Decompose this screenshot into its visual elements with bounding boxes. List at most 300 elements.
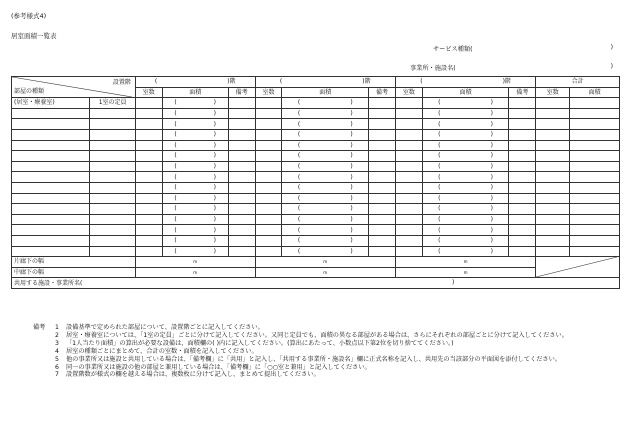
per-person-paren: ( ) — [438, 226, 493, 234]
area-cell[interactable] — [422, 108, 509, 119]
per-person-paren: ( ) — [438, 216, 493, 224]
remarks-cell[interactable] — [228, 235, 255, 246]
corner-header — [12, 77, 136, 98]
per-person-paren: ( ) — [297, 131, 353, 139]
total-rooms-cell[interactable] — [536, 172, 570, 183]
remarks-cell[interactable] — [228, 193, 255, 204]
per-person-paren: ( ) — [297, 205, 353, 213]
remarks-cell[interactable] — [369, 161, 396, 172]
total-diagonal — [536, 257, 617, 277]
per-person-paren: ( ) — [438, 194, 493, 202]
total-area-cell[interactable] — [570, 225, 620, 236]
table-row — [12, 98, 620, 109]
corridor-width-cell[interactable] — [135, 257, 255, 268]
rooms-cell[interactable] — [255, 182, 282, 193]
rooms-cell[interactable] — [255, 129, 282, 140]
capacity-cell — [90, 225, 135, 236]
rooms-cell[interactable] — [255, 151, 282, 162]
per-person-paren: ( ) — [438, 141, 493, 149]
per-person-paren: ( ) — [297, 247, 353, 255]
remarks-cell[interactable] — [509, 214, 536, 225]
total-rooms-cell[interactable] — [536, 140, 570, 151]
per-person-paren: ( ) — [297, 152, 353, 160]
shared-facility-close: ) — [452, 279, 455, 287]
capacity-cell — [90, 246, 135, 257]
per-person-paren: ( ) — [438, 110, 493, 118]
f1-remarks-col: 備考 — [228, 87, 255, 98]
total-rooms-cell[interactable] — [536, 235, 570, 246]
remarks-cell[interactable] — [509, 108, 536, 119]
area-cell[interactable] — [162, 98, 228, 109]
total-area-cell[interactable] — [570, 108, 620, 119]
remarks-cell[interactable] — [228, 119, 255, 130]
remarks-cell[interactable] — [228, 140, 255, 151]
total-area-col: 面積 — [570, 87, 620, 98]
remarks-cell[interactable] — [509, 172, 536, 183]
total-area-cell[interactable] — [570, 235, 620, 246]
per-person-paren: ( ) — [174, 237, 216, 245]
per-person-paren: ( ) — [174, 163, 216, 171]
remarks-cell[interactable] — [509, 140, 536, 151]
table-row — [12, 129, 620, 140]
remarks-cell[interactable] — [369, 151, 396, 162]
rooms-cell[interactable] — [135, 214, 162, 225]
area-cell[interactable] — [422, 204, 509, 215]
rooms-cell[interactable] — [255, 172, 282, 183]
note-item: 5 他の事業所又は施設と共用している場合は、「備考欄」に「共用」と記入し、「共用する事業所・施設名」欄に正式名称を記入し、共用先の当該部分の平面図を添付してください。 — [55, 355, 561, 363]
total-area-cell[interactable] — [570, 172, 620, 183]
rooms-cell[interactable] — [135, 129, 162, 140]
rooms-cell[interactable] — [135, 151, 162, 162]
per-person-paren: ( ) — [438, 120, 493, 128]
rooms-cell[interactable] — [255, 204, 282, 215]
per-person-paren: ( ) — [174, 184, 216, 192]
per-person-paren: ( ) — [174, 194, 216, 202]
rooms-cell[interactable] — [255, 225, 282, 236]
room-kind-cell — [12, 119, 90, 130]
area-cell[interactable] — [162, 151, 228, 162]
area-cell[interactable] — [162, 108, 228, 119]
f3-remarks-col: 備考 — [509, 87, 536, 98]
rooms-cell[interactable] — [135, 172, 162, 183]
rooms-cell[interactable] — [135, 225, 162, 236]
remarks-cell[interactable] — [509, 119, 536, 130]
remarks-cell[interactable] — [509, 98, 536, 109]
per-person-paren: ( ) — [438, 152, 493, 160]
total-rooms-cell[interactable] — [536, 246, 570, 257]
remarks-cell[interactable] — [228, 182, 255, 193]
per-person-paren: ( ) — [174, 110, 216, 118]
rooms-cell[interactable] — [255, 161, 282, 172]
area-cell[interactable] — [422, 246, 509, 257]
remarks-cell[interactable] — [369, 235, 396, 246]
rooms-cell[interactable] — [395, 235, 422, 246]
area-cell[interactable] — [282, 140, 369, 151]
service-type-label: サービス種類( — [433, 46, 473, 53]
area-cell[interactable] — [162, 246, 228, 257]
total-area-cell[interactable] — [570, 204, 620, 215]
total-rooms-cell[interactable] — [536, 161, 570, 172]
remarks-cell[interactable] — [509, 246, 536, 257]
remarks-cell[interactable] — [228, 98, 255, 109]
area-cell[interactable] — [282, 151, 369, 162]
capacity-cell: 1室の定員 — [90, 98, 135, 109]
rooms-cell[interactable] — [395, 98, 422, 109]
per-person-paren: ( ) — [174, 131, 216, 139]
rooms-cell[interactable] — [255, 140, 282, 151]
total-area-cell[interactable] — [570, 246, 620, 257]
total-rooms-cell[interactable] — [536, 151, 570, 162]
rooms-cell[interactable] — [395, 214, 422, 225]
per-person-paren: ( ) — [438, 163, 493, 171]
total-area-cell[interactable] — [570, 193, 620, 204]
area-cell[interactable] — [282, 98, 369, 109]
rooms-cell[interactable] — [395, 119, 422, 130]
remarks-cell[interactable] — [369, 225, 396, 236]
capacity-cell — [90, 204, 135, 215]
rooms-cell[interactable] — [135, 182, 162, 193]
table-row — [12, 225, 620, 236]
notes-section — [33, 324, 623, 379]
remarks-cell[interactable] — [228, 214, 255, 225]
area-cell[interactable] — [162, 225, 228, 236]
total-header: 合計 — [536, 77, 620, 88]
per-person-paren: ( ) — [297, 194, 353, 202]
area-cell[interactable] — [282, 214, 369, 225]
rooms-cell[interactable] — [395, 161, 422, 172]
total-rooms-cell[interactable] — [536, 98, 570, 109]
total-area-cell[interactable] — [570, 182, 620, 193]
room-kind-cell — [12, 204, 90, 215]
corridor-row — [12, 257, 620, 268]
remarks-cell[interactable] — [509, 193, 536, 204]
room-type-label: 部屋の種類 — [14, 88, 45, 96]
remarks-cell[interactable] — [228, 225, 255, 236]
per-person-paren: ( ) — [174, 152, 216, 160]
area-cell[interactable] — [282, 225, 369, 236]
area-cell[interactable] — [422, 225, 509, 236]
f1-area-col: 面積 — [162, 87, 228, 98]
area-cell[interactable] — [422, 129, 509, 140]
capacity-cell — [90, 172, 135, 183]
room-kind-cell — [12, 161, 90, 172]
corridor-width-cell[interactable] — [395, 257, 535, 268]
rooms-cell[interactable] — [395, 172, 422, 183]
table-row — [12, 151, 620, 162]
f1-rooms-col: 室数 — [135, 87, 162, 98]
remarks-cell[interactable] — [369, 246, 396, 257]
capacity-cell — [90, 235, 135, 246]
meter-unit: m — [323, 259, 328, 265]
per-person-paren: ( ) — [438, 237, 493, 245]
per-person-paren: ( ) — [174, 247, 216, 255]
table-row — [12, 235, 620, 246]
rooms-cell[interactable] — [395, 193, 422, 204]
rooms-cell[interactable] — [135, 98, 162, 109]
corridor-row — [12, 267, 620, 278]
note-item: 7 設置階数が様式の欄を越える場合は、複数枚に分けて記入し、まとめて提出してください。 — [55, 371, 320, 379]
total-area-cell[interactable] — [570, 151, 620, 162]
total-rooms-cell[interactable] — [536, 119, 570, 130]
total-rooms-cell[interactable] — [536, 182, 570, 193]
room-kind-cell — [12, 246, 90, 257]
rooms-cell[interactable] — [395, 182, 422, 193]
area-cell[interactable] — [162, 204, 228, 215]
rooms-cell[interactable] — [395, 151, 422, 162]
remarks-cell[interactable] — [509, 129, 536, 140]
note-item: 3 「1人当たり面積」の算出が必要な設備は、面積欄の( )内に記入してください。(算出にあたって、小数点以下第2位を切り捨ててください。) — [55, 339, 454, 347]
remarks-cell[interactable] — [369, 129, 396, 140]
area-cell[interactable] — [422, 140, 509, 151]
rooms-cell[interactable] — [135, 193, 162, 204]
room-kind-cell — [12, 214, 90, 225]
total-area-cell[interactable] — [570, 119, 620, 130]
per-person-paren: ( ) — [297, 120, 353, 128]
floor-1-header: ( )階 — [135, 77, 255, 88]
per-person-paren: ( ) — [174, 226, 216, 234]
total-area-cell[interactable] — [570, 214, 620, 225]
area-cell[interactable] — [282, 235, 369, 246]
area-cell[interactable] — [282, 172, 369, 183]
area-cell[interactable] — [162, 119, 228, 130]
remarks-cell[interactable] — [369, 98, 396, 109]
table-row — [12, 108, 620, 119]
f2-remarks-col: 備考 — [369, 87, 396, 98]
remarks-cell[interactable] — [228, 172, 255, 183]
rooms-cell[interactable] — [135, 161, 162, 172]
total-area-cell[interactable] — [570, 161, 620, 172]
area-cell[interactable] — [282, 246, 369, 257]
capacity-cell — [90, 161, 135, 172]
per-person-paren: ( ) — [297, 184, 353, 192]
area-cell[interactable] — [422, 161, 509, 172]
remarks-cell[interactable] — [369, 140, 396, 151]
capacity-cell — [90, 182, 135, 193]
area-cell[interactable] — [162, 214, 228, 225]
shared-facility-cell[interactable] — [12, 278, 620, 289]
rooms-cell[interactable] — [135, 119, 162, 130]
rooms-cell[interactable] — [255, 246, 282, 257]
rooms-cell[interactable] — [135, 204, 162, 215]
per-person-paren: ( ) — [174, 173, 216, 181]
remarks-cell[interactable] — [228, 204, 255, 215]
business-name-close: ) — [610, 63, 613, 70]
total-rooms-cell[interactable] — [536, 225, 570, 236]
corridor-label: 片廊下の幅 — [12, 257, 136, 268]
per-person-paren: ( ) — [297, 216, 353, 224]
remarks-cell[interactable] — [509, 204, 536, 215]
area-cell[interactable] — [422, 235, 509, 246]
area-cell[interactable] — [282, 108, 369, 119]
area-cell[interactable] — [282, 161, 369, 172]
remarks-cell[interactable] — [369, 214, 396, 225]
remarks-cell[interactable] — [509, 161, 536, 172]
rooms-cell[interactable] — [255, 235, 282, 246]
corridor-width-cell[interactable] — [135, 267, 255, 278]
remarks-cell[interactable] — [369, 182, 396, 193]
total-area-cell[interactable] — [570, 98, 620, 109]
room-kind-cell — [12, 235, 90, 246]
total-rooms-cell[interactable] — [536, 108, 570, 119]
per-person-paren: ( ) — [297, 237, 353, 245]
area-cell[interactable] — [162, 235, 228, 246]
area-cell[interactable] — [422, 193, 509, 204]
table-row — [12, 204, 620, 215]
shared-facility-row — [12, 278, 620, 289]
per-person-paren: ( ) — [174, 99, 216, 107]
note-item: 備考 1 設備基準で定められた部屋について、設置階ごとに記入してください。 — [33, 324, 264, 331]
total-area-cell[interactable] — [570, 129, 620, 140]
area-cell[interactable] — [162, 129, 228, 140]
area-cell[interactable] — [282, 182, 369, 193]
per-person-paren: ( ) — [297, 163, 353, 171]
room-kind-cell: (居室・療養室) — [12, 98, 90, 109]
remarks-cell[interactable] — [228, 246, 255, 257]
f2-rooms-col: 室数 — [255, 87, 282, 98]
room-kind-cell — [12, 172, 90, 183]
remarks-cell[interactable] — [509, 235, 536, 246]
f3-area-col: 面積 — [422, 87, 509, 98]
rooms-cell[interactable] — [135, 235, 162, 246]
rooms-cell[interactable] — [135, 140, 162, 151]
table-row — [12, 214, 620, 225]
area-cell[interactable] — [162, 161, 228, 172]
area-cell[interactable] — [422, 182, 509, 193]
total-rooms-cell[interactable] — [536, 204, 570, 215]
area-cell[interactable] — [282, 204, 369, 215]
table-row — [12, 246, 620, 257]
per-person-paren: ( ) — [174, 141, 216, 149]
per-person-paren: ( ) — [297, 141, 353, 149]
total-rooms-cell[interactable] — [536, 193, 570, 204]
total-rooms-cell[interactable] — [536, 214, 570, 225]
per-person-paren: ( ) — [297, 99, 353, 107]
table-row — [12, 193, 620, 204]
corridor-width-cell[interactable] — [255, 267, 395, 278]
area-cell[interactable] — [282, 119, 369, 130]
total-diagonal-cell — [536, 257, 620, 278]
per-person-paren: ( ) — [438, 131, 493, 139]
rooms-cell[interactable] — [255, 193, 282, 204]
area-cell[interactable] — [162, 193, 228, 204]
per-person-paren: ( ) — [297, 110, 353, 118]
per-person-paren: ( ) — [438, 247, 493, 255]
room-kind-cell — [12, 182, 90, 193]
capacity-cell — [90, 193, 135, 204]
table-row — [12, 161, 620, 172]
rooms-cell[interactable] — [395, 246, 422, 257]
area-cell[interactable] — [422, 151, 509, 162]
remarks-cell[interactable] — [509, 182, 536, 193]
rooms-cell[interactable] — [135, 246, 162, 257]
rooms-cell[interactable] — [135, 108, 162, 119]
rooms-cell[interactable] — [395, 108, 422, 119]
total-rooms-col: 室数 — [536, 87, 570, 98]
rooms-cell[interactable] — [395, 140, 422, 151]
rooms-cell[interactable] — [395, 129, 422, 140]
room-kind-cell — [12, 108, 90, 119]
remarks-cell[interactable] — [228, 129, 255, 140]
per-person-paren: ( ) — [174, 205, 216, 213]
capacity-cell — [90, 119, 135, 130]
room-kind-cell — [12, 129, 90, 140]
note-item: 4 居室の種類ごとにまとめて、合計の室数・面積を記入してください。 — [55, 347, 258, 355]
rooms-cell[interactable] — [395, 225, 422, 236]
area-cell[interactable] — [422, 214, 509, 225]
room-kind-cell — [12, 151, 90, 162]
area-cell[interactable] — [162, 172, 228, 183]
area-cell[interactable] — [162, 182, 228, 193]
area-cell[interactable] — [422, 98, 509, 109]
remarks-cell[interactable] — [228, 108, 255, 119]
total-rooms-cell[interactable] — [536, 129, 570, 140]
per-person-paren: ( ) — [297, 226, 353, 234]
meter-unit: m — [463, 259, 468, 265]
per-person-paren: ( ) — [438, 184, 493, 192]
f3-rooms-col: 室数 — [395, 87, 422, 98]
remarks-cell[interactable] — [369, 119, 396, 130]
remarks-cell[interactable] — [228, 161, 255, 172]
floor-3-header: ( )階 — [395, 77, 535, 88]
floor-2-header: ( )階 — [255, 77, 395, 88]
remarks-cell[interactable] — [228, 151, 255, 162]
table-row — [12, 182, 620, 193]
corridor-width-cell[interactable] — [255, 257, 395, 268]
remarks-cell[interactable] — [369, 204, 396, 215]
meter-unit: m — [193, 259, 198, 265]
remarks-cell[interactable] — [369, 108, 396, 119]
remarks-cell[interactable] — [369, 172, 396, 183]
floor-label: 設置階 — [112, 79, 131, 86]
corridor-width-cell[interactable] — [395, 267, 535, 278]
capacity-cell — [90, 108, 135, 119]
per-person-paren: ( ) — [438, 205, 493, 213]
room-kind-cell — [12, 140, 90, 151]
capacity-cell — [90, 140, 135, 151]
remarks-cell[interactable] — [509, 225, 536, 236]
capacity-cell — [90, 214, 135, 225]
total-area-cell[interactable] — [570, 140, 620, 151]
area-cell[interactable] — [422, 119, 509, 130]
room-kind-cell — [12, 225, 90, 236]
area-cell[interactable] — [282, 129, 369, 140]
meter-unit: m — [463, 269, 468, 275]
per-person-paren: ( ) — [438, 173, 493, 181]
rooms-cell[interactable] — [255, 98, 282, 109]
area-cell[interactable] — [422, 172, 509, 183]
area-cell[interactable] — [282, 193, 369, 204]
room-area-table — [11, 76, 620, 289]
rooms-cell[interactable] — [255, 108, 282, 119]
table-row — [12, 172, 620, 183]
service-type-close: ) — [610, 44, 613, 51]
remarks-cell[interactable] — [509, 151, 536, 162]
area-cell[interactable] — [162, 140, 228, 151]
room-kind-cell — [12, 193, 90, 204]
table-row — [12, 119, 620, 130]
business-name-line — [410, 63, 613, 72]
rooms-cell[interactable] — [395, 204, 422, 215]
per-person-paren: ( ) — [174, 216, 216, 224]
per-person-paren: ( ) — [174, 120, 216, 128]
capacity-cell — [90, 151, 135, 162]
rooms-cell[interactable] — [255, 214, 282, 225]
shared-facility-label: 共用する施設・事業所名( — [14, 279, 83, 287]
remarks-cell[interactable] — [369, 193, 396, 204]
corridor-label: 中廊下の幅 — [12, 267, 136, 278]
rooms-cell[interactable] — [255, 119, 282, 130]
meter-unit: m — [193, 269, 198, 275]
